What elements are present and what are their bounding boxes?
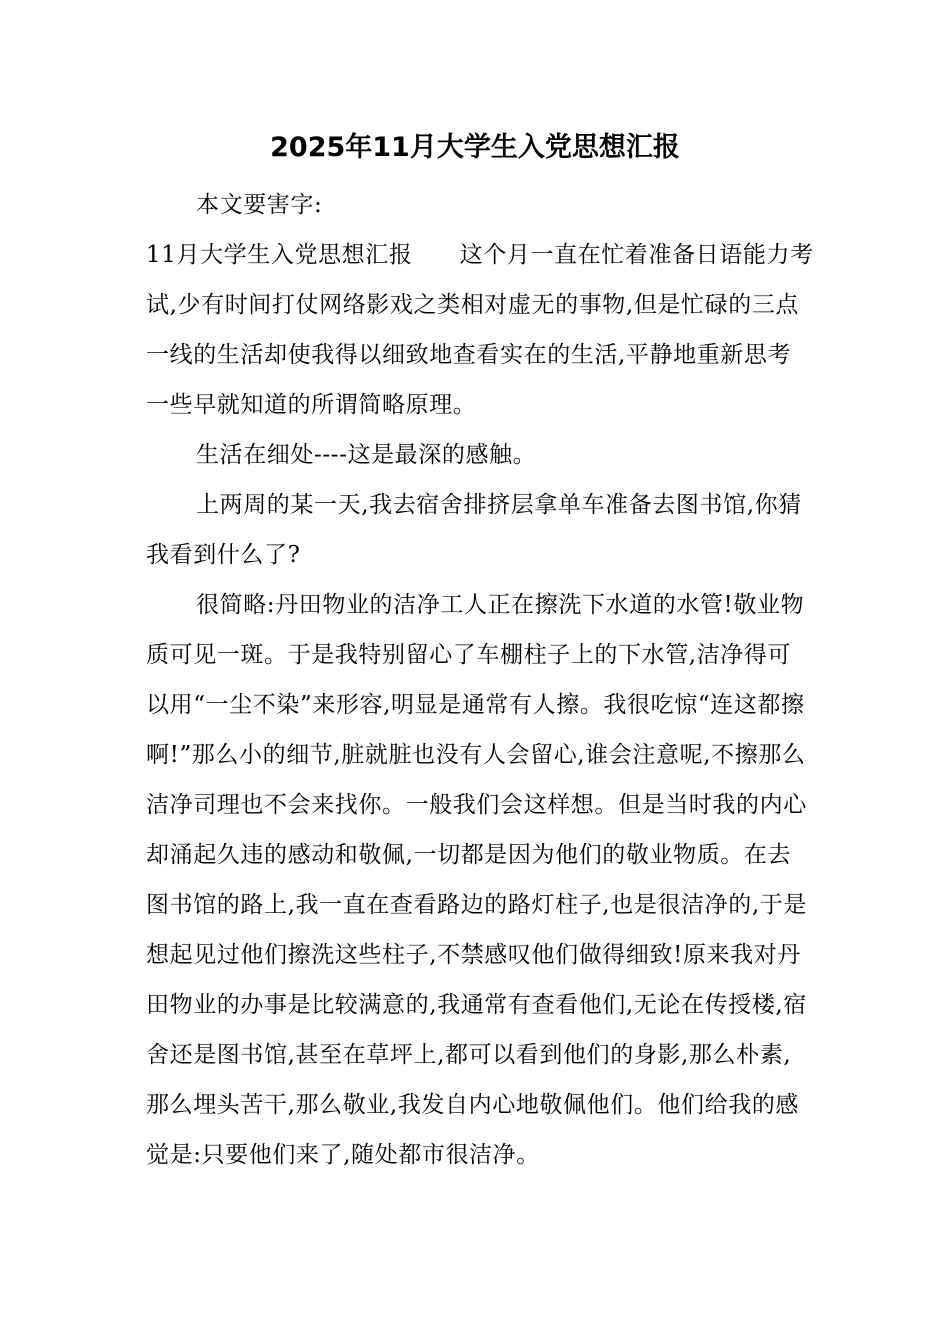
paragraph-theme: 生活在细处----这是最深的感触。 <box>196 442 537 468</box>
paragraph-intro: 11月大学生入党思想汇报 这个月一直在忙着准备日语能力考试,少有时间打仗网络影戏之类相对虚无的事物,但是忙碌的三点一线的生活却使我得以细致地查看实在的生活,平静地重新思考一些早就知道的所谓简略原理。 <box>146 242 814 418</box>
document-title: 2025年11月大学生入党思想汇报 <box>270 132 680 163</box>
paragraph-keywords: 本文要害字: <box>196 192 323 218</box>
paragraph-event: 上两周的某一天,我去宿舍排挤层拿单车准备去图书馆,你猜我看到什么了? <box>146 492 802 568</box>
document-body <box>146 180 814 1180</box>
paragraph-story: 很简略:丹田物业的洁净工人正在擦洗下水道的水管!敬业物质可见一斑。于是我特别留心了车棚柱子上的下水管,洁净得可以用“一尘不染”来形容,明显是通常有人擦。我很吃惊“连这都擦啊!”那么小的细节,脏就脏也没有人会留心,谁会注意呢,不擦那么洁净司理也不会来找你。一般我们会这样想。但是当时我的内心却涌起久违的感动和敬佩,一切都是因为他们的敬业物质。在去图书馆的路上,我一直在查看路边的路灯柱子,也是很洁净的,于是想起见过他们擦洗这些柱子,不禁感叹他们做得细致!原来我对丹田物业的办事是比较满意的,我通常有查看他们,无论在传授楼,宿舍还是图书馆,甚至在草坪上,都可以看到他们的身影,那么朴素,那么埋头苦干,那么敬业,我发自内心地敬佩他们。他们给我的感觉是:只要他们来了,随处都市很洁净。 <box>146 592 807 1168</box>
